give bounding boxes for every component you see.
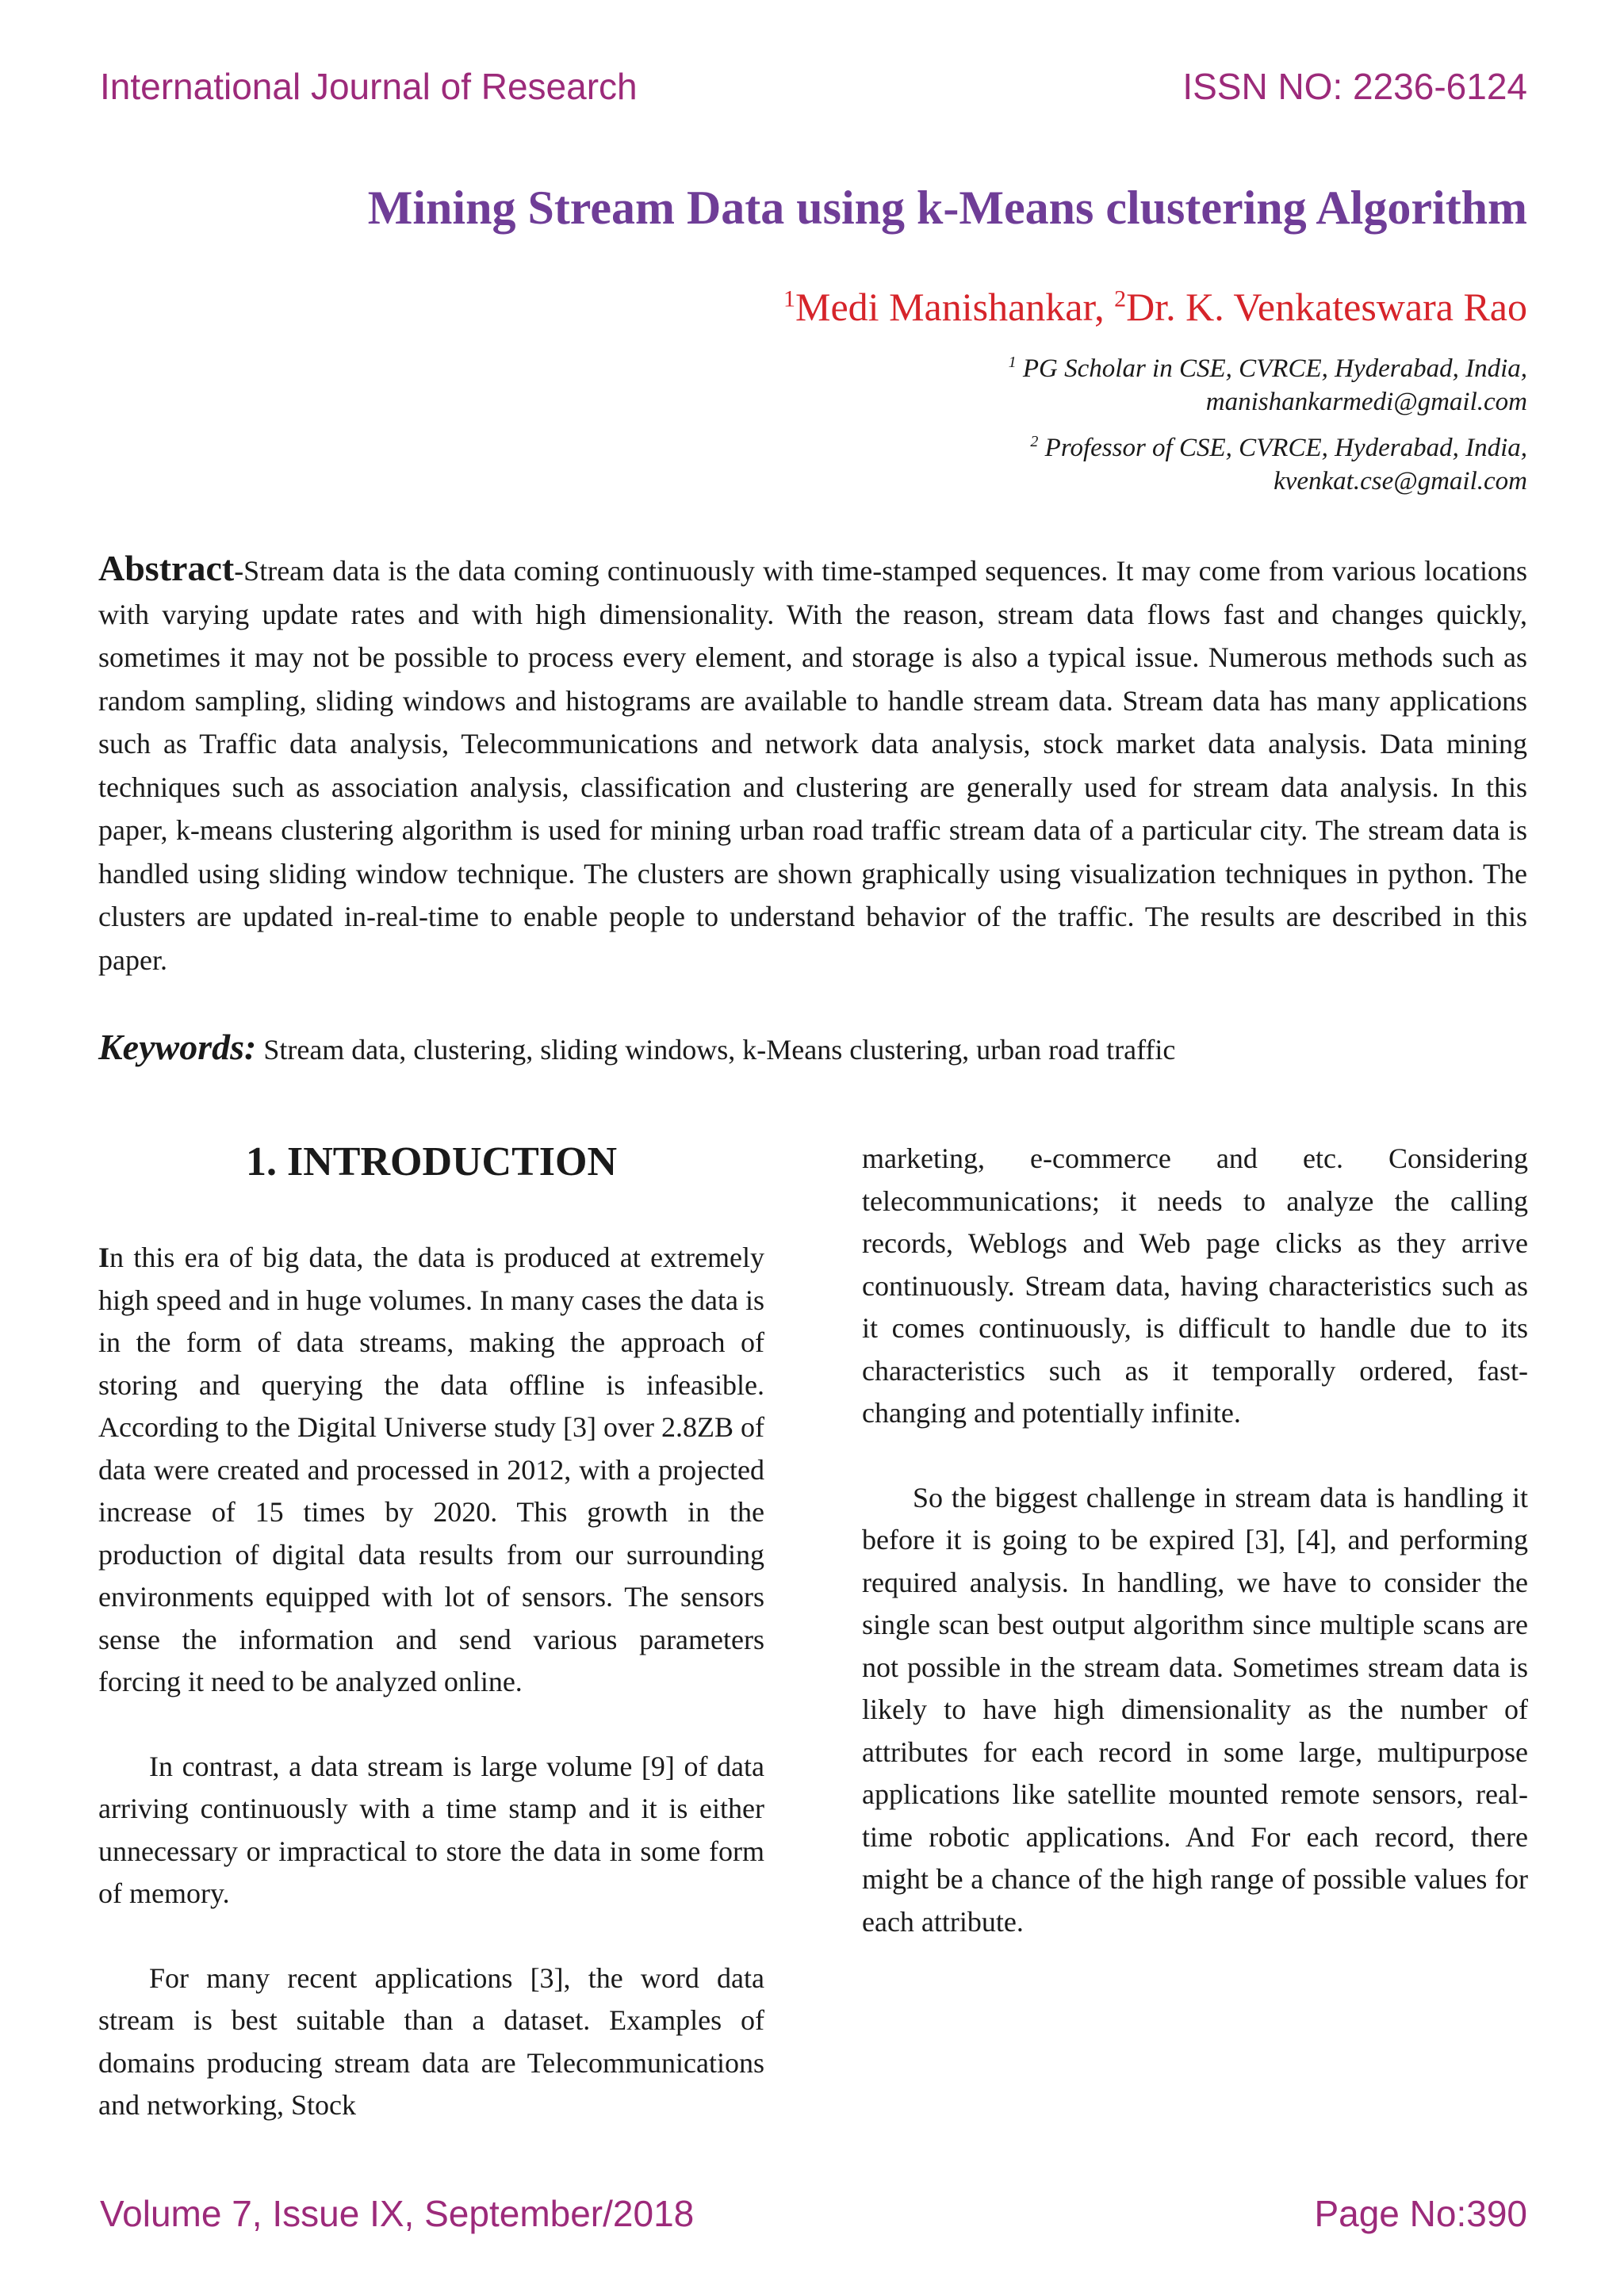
author-1-email: manishankarmedi@gmail.com xyxy=(1205,388,1527,416)
right-column xyxy=(862,1138,1528,1943)
keywords xyxy=(98,1026,1527,1071)
intro-paragraph-4: marketing, e-commerce and etc. Considering telecommunications; it needs to analyze the calling records, Weblogs and Web page clicks as they arrive continuously. Stream data, having characteristics such as it comes continuously, is difficult to handle due to its characteristics such as it temporally ordered, fast-changing and potentially infinite. xyxy=(862,1142,1528,1429)
paper-title: Mining Stream Data using k-Means clustering Algorithm xyxy=(367,182,1527,234)
intro-paragraph-1-text: n this era of big data, the data is produced at extremely high speed and in huge volumes. In many cases the data is in the form of data streams, making the approach of storing and querying the data offline is infeasible. According to the Digital Universe study [3] over 2.8ZB of data were created and processed in 2012, with a projected increase of 15 times by 2020. This growth in the production of digital data results from our surrounding environments equipped with lot of sensors. The sensors sense the information and send various parameters forcing it need to be analyzed online. xyxy=(98,1242,764,1697)
affiliation-1-superscript: 1 xyxy=(1008,354,1017,371)
left-column xyxy=(98,1237,764,2127)
affiliation-2-superscript: 2 xyxy=(1030,433,1039,450)
author-2-email: kvenkat.cse@gmail.com xyxy=(1274,467,1527,496)
affiliation-2-text: Professor of CSE, CVRCE, Hyderabad, India, xyxy=(1038,434,1527,462)
intro-paragraph-3: For many recent applications [3], the word data stream is best suitable than a dataset. Examples of domains producing stream data are Telecommunications and networking, Stock xyxy=(98,1961,764,2121)
author-2-name: Dr. K. Venkateswara Rao xyxy=(1126,285,1527,329)
abstract-text: -Stream data is the data coming continuously with time-stamped sequences. It may come from various locations with varying update rates and with high dimensionality. With the reason, stream data flows fast and changes quickly, sometimes it may not be possible to process every element, and storage is also a typical issue. Numerous methods such as random sampling, sliding windows and histograms are available to handle stream data. Stream data has many applications such as Traffic data analysis, Telecommunications and network data analysis, stock market data analysis. Data mining techniques such as association analysis, classification and clustering are generally used for stream data analysis. In this paper, k-means clustering algorithm is used for mining urban road traffic stream data of a particular city. The stream data is handled using sliding window technique. The clusters are shown graphically using visualization techniques in python. The clusters are updated in-real-time to enable people to understand behavior of the traffic. The results are described in this paper. xyxy=(98,555,1527,976)
keywords-text: Stream data, clustering, sliding windows, k-Means clustering, urban road traffic xyxy=(256,1034,1176,1066)
intro-paragraph-5: So the biggest challenge in stream data is handling it before it is going to be expired [3], [4], and performing required analysis. In handling, we have to consider the single scan best output algorithm since multiple scans are not possible in the stream data. Sometimes stream data is likely to have high dimensionality as the number of attributes for each record in some large, multipurpose applications like satellite mounted remote sensors, real-time robotic applications. And For each record, there might be a chance of the high range of possible values for each attribute. xyxy=(862,1481,1528,1938)
drop-cap: I xyxy=(98,1242,110,1273)
author-line xyxy=(476,284,1527,330)
affiliation-1-text: PG Scholar in CSE, CVRCE, Hyderabad, India, xyxy=(1016,354,1527,383)
author-1-superscript: 1 xyxy=(783,285,796,312)
abstract xyxy=(98,547,1527,982)
author-2-superscript: 2 xyxy=(1114,285,1127,312)
intro-paragraph-2: In contrast, a data stream is large volume [9] of data arriving continuously with a time stamp and it is either unnecessary or impractical to store the data in some form of memory. xyxy=(98,1750,764,1909)
issn-number: ISSN NO: 2236-6124 xyxy=(1182,66,1527,107)
page-number: Page No:390 xyxy=(1314,2193,1527,2234)
keywords-label: Keywords: xyxy=(98,1027,257,1067)
volume-issue: Volume 7, Issue IX, September/2018 xyxy=(100,2193,695,2234)
abstract-label: Abstract xyxy=(98,548,235,588)
journal-name: International Journal of Research xyxy=(100,66,638,107)
section-heading: 1. INTRODUCTION xyxy=(245,1139,618,1184)
author-1-name: Medi Manishankar, xyxy=(795,285,1115,329)
intro-paragraph-1 xyxy=(98,1237,764,1704)
